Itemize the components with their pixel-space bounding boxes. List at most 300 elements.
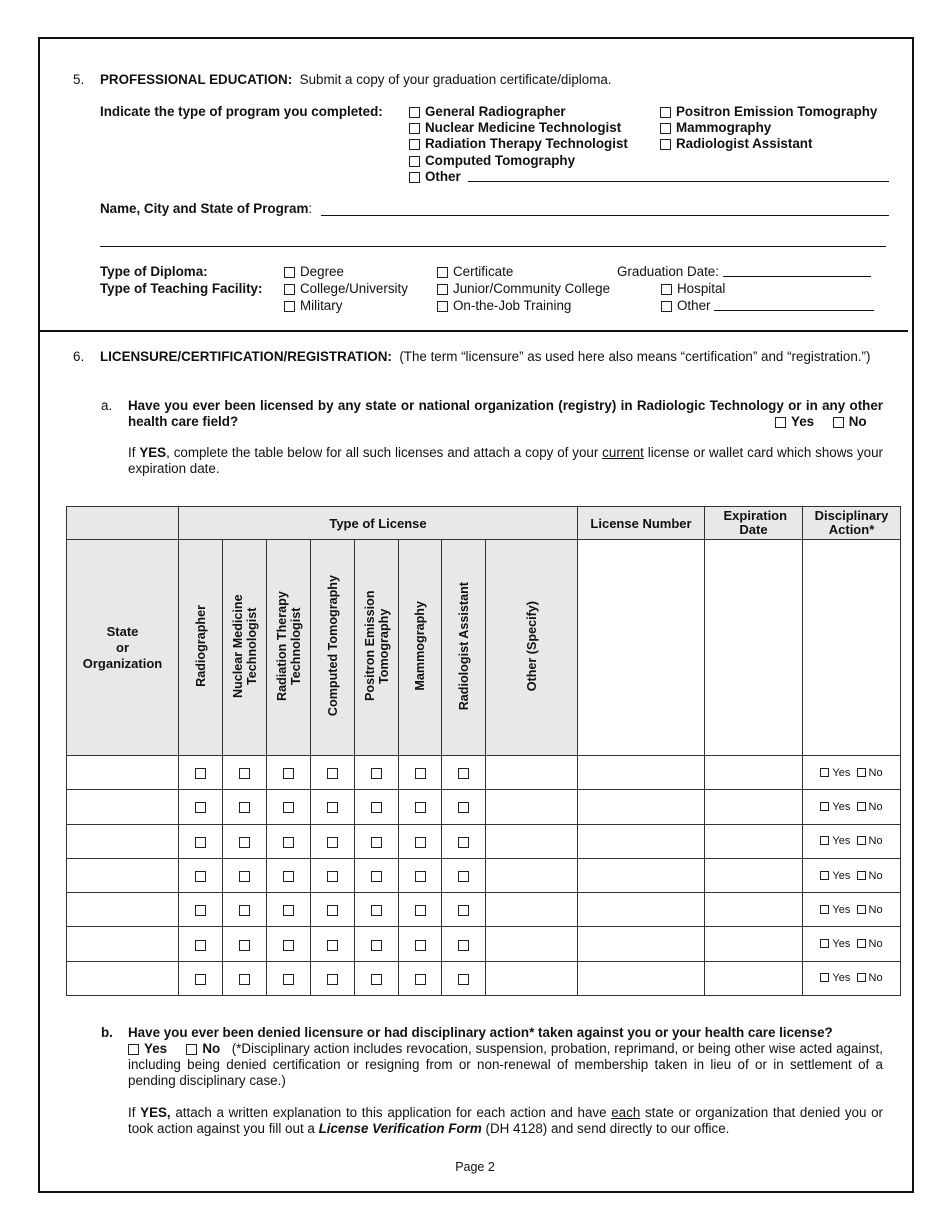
section6-title: LICENSURE/CERTIFICATION/REGISTRATION: — [100, 349, 392, 364]
license-type-cell — [442, 790, 486, 824]
checkbox-icon[interactable] — [409, 139, 420, 150]
license-type-cell — [267, 893, 311, 927]
checkbox-icon[interactable] — [409, 172, 420, 183]
program-name-field[interactable] — [321, 215, 889, 216]
header-state-org-text: State or Organization — [82, 623, 163, 671]
header-license-type — [267, 540, 311, 756]
checkbox-icon[interactable] — [415, 974, 426, 985]
qb-no-label: No — [202, 1041, 221, 1056]
program-list-col1 — [409, 104, 628, 185]
program-name-field-2[interactable] — [100, 246, 886, 247]
state-org-cell[interactable] — [67, 961, 179, 995]
checkbox-icon[interactable] — [371, 940, 382, 951]
checkbox-icon[interactable] — [458, 974, 469, 985]
license-type-cell — [267, 858, 311, 892]
qb-letter: b. — [101, 1025, 113, 1040]
license-type-label: Radiologist Assistant — [456, 581, 471, 711]
checkbox-icon[interactable] — [239, 940, 250, 951]
disciplinary-yes-checkbox[interactable] — [820, 802, 829, 811]
diploma-label: Type of Diploma: — [100, 264, 208, 279]
state-org-cell[interactable] — [67, 756, 179, 790]
table-row — [67, 756, 901, 790]
checkbox-icon[interactable] — [327, 974, 338, 985]
license-type-cell — [355, 927, 399, 961]
license-number-cell[interactable] — [578, 824, 705, 858]
checkbox-icon[interactable] — [327, 802, 338, 813]
license-type-cell — [267, 824, 311, 858]
checkbox-icon[interactable] — [409, 107, 420, 118]
checkbox-icon[interactable] — [415, 871, 426, 882]
program-name-label: Name, City and State of Program — [100, 201, 309, 216]
checkbox-icon[interactable] — [371, 905, 382, 916]
program-option[interactable] — [409, 153, 628, 169]
disciplinary-no-label: No — [868, 800, 883, 813]
state-org-cell[interactable] — [67, 790, 179, 824]
license-type-cell — [355, 790, 399, 824]
license-type-cell — [311, 961, 355, 995]
checkbox-icon[interactable] — [327, 905, 338, 916]
program-prompt: Indicate the type of program you completed: — [100, 104, 383, 119]
qb-yes-label: Yes — [144, 1041, 168, 1056]
text-span: , complete the table below for all such licenses and attach a copy of your — [166, 445, 603, 460]
page-number: Page 2 — [455, 1160, 495, 1174]
disciplinary-cell — [803, 824, 901, 858]
diploma-certificate[interactable] — [437, 264, 513, 280]
checkbox-icon[interactable] — [239, 768, 250, 779]
license-type-cell — [442, 756, 486, 790]
checkbox-icon[interactable] — [284, 301, 295, 312]
license-type-cell — [179, 824, 223, 858]
state-org-cell[interactable] — [67, 893, 179, 927]
program-option-label: Radiation Therapy Technologist — [425, 136, 628, 152]
license-type-cell — [179, 893, 223, 927]
disciplinary-cell — [803, 961, 901, 995]
license-type-cell — [223, 790, 267, 824]
checkbox-icon[interactable] — [660, 107, 671, 118]
program-option-label: Other — [425, 168, 461, 184]
checkbox-icon[interactable] — [458, 871, 469, 882]
disciplinary-yes-label: Yes — [832, 835, 851, 848]
header-expiration-text: Expiration Date — [723, 508, 788, 537]
checkbox-icon[interactable] — [195, 905, 206, 916]
license-number-cell[interactable] — [578, 790, 705, 824]
checkbox-icon[interactable] — [415, 768, 426, 779]
qa-yes-checkbox[interactable] — [775, 417, 786, 428]
license-number-cell[interactable] — [578, 961, 705, 995]
disciplinary-yes-label: Yes — [832, 766, 851, 779]
license-type-cell — [223, 858, 267, 892]
license-type-cell — [223, 824, 267, 858]
program-option-label: Radiologist Assistant — [676, 136, 813, 152]
section6-note: (The term “licensure” as used here also means “certification” and “registration.”) — [399, 349, 871, 364]
text-span: If — [128, 445, 140, 460]
checkbox-icon[interactable] — [437, 301, 448, 312]
disciplinary-yes-label: Yes — [832, 869, 851, 882]
license-type-cell — [399, 858, 442, 892]
table-row — [67, 858, 901, 892]
disciplinary-no-checkbox[interactable] — [857, 836, 866, 845]
disciplinary-yes-checkbox[interactable] — [820, 973, 829, 982]
text-span: attach a written explanation to this application for each action and have — [170, 1105, 612, 1120]
header-state-org — [67, 540, 179, 756]
license-type-label: Mammography — [413, 601, 427, 691]
checkbox-icon[interactable] — [239, 974, 250, 985]
qa-answer — [775, 414, 867, 430]
program-option[interactable] — [660, 104, 877, 120]
disciplinary-cell — [803, 927, 901, 961]
table-row — [67, 961, 901, 995]
checkbox-icon[interactable] — [239, 837, 250, 848]
option-label: Certificate — [453, 264, 514, 279]
license-type-cell — [223, 893, 267, 927]
section-divider — [40, 330, 908, 332]
license-number-cell[interactable] — [578, 858, 705, 892]
facility-other-field[interactable] — [714, 298, 874, 311]
license-type-cell — [399, 927, 442, 961]
qb-no-checkbox[interactable] — [186, 1044, 197, 1055]
program-option-label: Mammography — [676, 120, 772, 136]
graduation-date — [617, 264, 871, 280]
license-type-cell — [442, 961, 486, 995]
state-org-cell[interactable] — [67, 824, 179, 858]
program-option[interactable] — [660, 120, 877, 136]
program-option-label: General Radiographer — [425, 104, 566, 119]
program-option[interactable] — [409, 169, 628, 185]
disciplinary-yes-checkbox[interactable] — [820, 905, 829, 914]
disciplinary-no-checkbox[interactable] — [857, 939, 866, 948]
table-row — [67, 893, 901, 927]
license-verification-form-name: License Verification Form — [318, 1121, 482, 1136]
option-label: College/University — [300, 281, 408, 296]
text-span: state or organization that denied you or took action against you fill out a — [128, 1105, 884, 1136]
option-label: Degree — [300, 264, 344, 279]
expiration-date-cell[interactable] — [705, 858, 803, 892]
qb-answer-and-note — [128, 1041, 883, 1089]
program-option[interactable] — [409, 136, 628, 152]
text-bold: YES, — [140, 1105, 171, 1120]
program-option-label: Positron Emission Tomography — [676, 104, 878, 119]
license-type-cell — [267, 756, 311, 790]
text-underlined: current — [602, 445, 644, 460]
license-type-cell — [442, 858, 486, 892]
checkbox-icon[interactable] — [195, 940, 206, 951]
facility-college[interactable] — [284, 281, 408, 297]
qa-yes-label: Yes — [791, 414, 815, 429]
checkbox-icon[interactable] — [284, 284, 295, 295]
state-org-cell[interactable] — [67, 927, 179, 961]
license-type-cell — [267, 961, 311, 995]
license-type-cell — [223, 927, 267, 961]
checkbox-icon[interactable] — [371, 768, 382, 779]
header-type-of-license: Type of License — [179, 507, 578, 540]
program-name-colon: : — [308, 201, 313, 216]
facility-ojt[interactable] — [437, 298, 571, 314]
text-underlined: each — [611, 1105, 641, 1120]
facility-military[interactable] — [284, 298, 342, 314]
header-license-type — [179, 540, 223, 756]
checkbox-icon[interactable] — [327, 871, 338, 882]
program-option[interactable] — [660, 136, 877, 152]
license-type-cell — [223, 756, 267, 790]
license-type-label: Nuclear Medicine Technologist — [230, 594, 259, 698]
license-type-cell — [179, 927, 223, 961]
disciplinary-yes-label: Yes — [832, 903, 851, 916]
facility-junior[interactable] — [437, 281, 610, 297]
checkbox-icon[interactable] — [661, 301, 672, 312]
license-type-cell — [399, 790, 442, 824]
facility-other[interactable] — [661, 298, 874, 314]
option-label: Hospital — [677, 281, 726, 296]
disciplinary-cell — [803, 858, 901, 892]
option-label: Military — [300, 298, 343, 313]
license-type-cell — [311, 824, 355, 858]
license-type-cell — [355, 893, 399, 927]
program-option[interactable] — [409, 120, 628, 136]
facility-hospital[interactable] — [661, 281, 725, 297]
disciplinary-no-checkbox[interactable] — [857, 768, 866, 777]
license-type-label: Computed Tomography — [325, 575, 340, 717]
license-type-cell — [311, 756, 355, 790]
license-type-cell — [399, 893, 442, 927]
disciplinary-no-label: No — [868, 972, 883, 985]
header-blank-cell — [705, 540, 803, 756]
other-specify-cell[interactable] — [486, 961, 578, 995]
qa-text: Have you ever been licensed by any state or national organization (registry) in Radiologic Technology or in any other health care field? — [128, 398, 883, 429]
license-type-cell — [267, 927, 311, 961]
checkbox-icon[interactable] — [437, 284, 448, 295]
license-type-label: Radiation Therapy Technologist — [274, 591, 303, 701]
header-license-type — [311, 540, 355, 756]
license-type-cell — [179, 858, 223, 892]
license-type-cell — [399, 961, 442, 995]
table-subheader-row — [67, 540, 901, 756]
section5-number: 5. — [73, 72, 85, 87]
license-type-cell — [311, 927, 355, 961]
license-table — [66, 506, 901, 996]
disciplinary-cell — [803, 893, 901, 927]
if-yes-instructions — [128, 445, 883, 477]
other-specify-cell[interactable] — [486, 927, 578, 961]
graduation-label: Graduation Date: — [617, 264, 719, 279]
license-type-label: Other (Specify) — [524, 600, 539, 692]
checkbox-icon[interactable] — [195, 768, 206, 779]
license-type-cell — [399, 824, 442, 858]
header-blank-cell — [578, 540, 705, 756]
disciplinary-yes-label: Yes — [832, 972, 851, 985]
disciplinary-no-label: No — [868, 869, 883, 882]
license-type-cell — [355, 858, 399, 892]
disciplinary-no-label: No — [868, 938, 883, 951]
disciplinary-yes-label: Yes — [832, 938, 851, 951]
checkbox-icon[interactable] — [283, 768, 294, 779]
expiration-date-cell[interactable] — [705, 927, 803, 961]
checkbox-icon[interactable] — [327, 768, 338, 779]
disciplinary-no-label: No — [868, 766, 883, 779]
header-expiration-date — [705, 507, 803, 540]
checkbox-icon[interactable] — [283, 940, 294, 951]
checkbox-icon[interactable] — [437, 267, 448, 278]
checkbox-icon[interactable] — [283, 905, 294, 916]
license-number-cell[interactable] — [578, 927, 705, 961]
expiration-date-cell[interactable] — [705, 790, 803, 824]
section5-instruction: Submit a copy of your graduation certificate/diploma. — [299, 72, 612, 87]
license-type-cell — [179, 790, 223, 824]
license-type-cell — [399, 756, 442, 790]
table-row — [67, 927, 901, 961]
option-label: Junior/Community College — [453, 281, 611, 296]
license-type-cell — [311, 858, 355, 892]
disciplinary-no-checkbox[interactable] — [857, 973, 866, 982]
disciplinary-cell — [803, 790, 901, 824]
program-option-label: Computed Tomography — [425, 152, 576, 168]
header-license-number: License Number — [578, 507, 705, 540]
checkbox-icon[interactable] — [458, 768, 469, 779]
other-specify-cell[interactable] — [486, 893, 578, 927]
header-license-type — [355, 540, 399, 756]
checkbox-icon[interactable] — [371, 974, 382, 985]
license-type-label: Positron Emission Tomography — [362, 590, 391, 702]
checkbox-icon[interactable] — [409, 156, 420, 167]
other-specify-cell[interactable] — [486, 756, 578, 790]
disciplinary-yes-checkbox[interactable] — [820, 871, 829, 880]
expiration-date-cell[interactable] — [705, 893, 803, 927]
checkbox-icon[interactable] — [458, 837, 469, 848]
program-option[interactable] — [409, 104, 628, 120]
checkbox-icon[interactable] — [660, 123, 671, 134]
header-license-type — [399, 540, 442, 756]
checkbox-icon[interactable] — [458, 802, 469, 813]
checkbox-icon[interactable] — [283, 871, 294, 882]
checkbox-icon[interactable] — [415, 837, 426, 848]
checkbox-icon[interactable] — [371, 871, 382, 882]
license-type-cell — [223, 961, 267, 995]
checkbox-icon[interactable] — [661, 284, 672, 295]
checkbox-icon[interactable] — [283, 974, 294, 985]
expiration-date-cell[interactable] — [705, 756, 803, 790]
checkbox-icon[interactable] — [239, 871, 250, 882]
table-row — [67, 790, 901, 824]
program-other-line[interactable] — [468, 181, 889, 182]
qb-yes-checkbox[interactable] — [128, 1044, 139, 1055]
checkbox-icon[interactable] — [283, 802, 294, 813]
checkbox-icon[interactable] — [415, 802, 426, 813]
checkbox-icon[interactable] — [239, 802, 250, 813]
checkbox-icon[interactable] — [371, 837, 382, 848]
diploma-degree[interactable] — [284, 264, 344, 280]
table-header-row — [67, 507, 901, 540]
qa-letter: a. — [101, 398, 113, 413]
option-label: Other — [677, 298, 711, 313]
header-disciplinary-text: Disciplinary Action* — [814, 508, 889, 537]
license-type-cell — [355, 824, 399, 858]
section6-heading — [100, 349, 883, 365]
disciplinary-cell — [803, 756, 901, 790]
disciplinary-no-checkbox[interactable] — [857, 871, 866, 880]
license-number-cell[interactable] — [578, 893, 705, 927]
license-type-cell — [179, 961, 223, 995]
checkbox-icon[interactable] — [409, 123, 420, 134]
disciplinary-no-checkbox[interactable] — [857, 905, 866, 914]
checkbox-icon[interactable] — [195, 871, 206, 882]
qa-no-label: No — [848, 414, 867, 429]
checkbox-icon[interactable] — [195, 974, 206, 985]
header-blank — [67, 507, 179, 540]
program-option-label: Nuclear Medicine Technologist — [425, 120, 622, 136]
checkbox-icon[interactable] — [371, 802, 382, 813]
text-span: (DH 4128) and send directly to our office. — [481, 1121, 730, 1136]
text-bold: YES — [139, 445, 167, 460]
facility-label: Type of Teaching Facility: — [100, 281, 263, 296]
license-type-cell — [442, 893, 486, 927]
license-type-cell — [179, 756, 223, 790]
license-type-cell — [355, 961, 399, 995]
section5-heading — [100, 72, 612, 88]
option-label: On-the-Job Training — [453, 298, 572, 313]
license-type-cell — [442, 927, 486, 961]
state-org-cell[interactable] — [67, 858, 179, 892]
checkbox-icon[interactable] — [239, 905, 250, 916]
qb-text: Have you ever been denied licensure or had disciplinary action* taken against you or your health care license? — [128, 1025, 833, 1040]
qa-no-checkbox[interactable] — [833, 417, 844, 428]
text-span: license or wallet card which shows your expiration date. — [128, 445, 883, 476]
checkbox-icon[interactable] — [415, 940, 426, 951]
table-row — [67, 824, 901, 858]
disciplinary-no-label: No — [868, 835, 883, 848]
program-list-col2 — [660, 104, 877, 153]
checkbox-icon[interactable] — [283, 837, 294, 848]
license-type-cell — [311, 790, 355, 824]
license-type-label: Radiographer — [193, 605, 208, 687]
text-span: If — [128, 1105, 141, 1120]
license-type-cell — [311, 893, 355, 927]
license-number-cell[interactable] — [578, 756, 705, 790]
section5-title: PROFESSIONAL EDUCATION: — [100, 72, 293, 87]
other-specify-cell[interactable] — [486, 790, 578, 824]
checkbox-icon[interactable] — [195, 837, 206, 848]
other-specify-cell[interactable] — [486, 824, 578, 858]
header-disciplinary — [803, 507, 901, 540]
disciplinary-no-label: No — [868, 903, 883, 916]
disciplinary-no-checkbox[interactable] — [857, 802, 866, 811]
header-license-type — [486, 540, 578, 756]
qb-note: (*Disciplinary action includes revocation, suspension, probation, reprimand, or being other wise acted against, including being denied certification or resigning from or non-renewal of membership taken in lieu of or in settlement of a pending disciplinary case.) — [128, 1041, 883, 1088]
expiration-date-cell[interactable] — [705, 824, 803, 858]
graduation-date-field[interactable] — [723, 264, 871, 277]
checkbox-icon[interactable] — [327, 837, 338, 848]
checkbox-icon[interactable] — [660, 139, 671, 150]
checkbox-icon[interactable] — [458, 940, 469, 951]
license-type-cell — [267, 790, 311, 824]
disciplinary-yes-checkbox[interactable] — [820, 939, 829, 948]
header-license-type — [223, 540, 267, 756]
header-blank-cell — [803, 540, 901, 756]
checkbox-icon[interactable] — [415, 905, 426, 916]
checkbox-icon[interactable] — [284, 267, 295, 278]
disciplinary-yes-checkbox[interactable] — [820, 768, 829, 777]
license-type-cell — [355, 756, 399, 790]
checkbox-icon[interactable] — [458, 905, 469, 916]
header-license-type — [442, 540, 486, 756]
disciplinary-yes-checkbox[interactable] — [820, 836, 829, 845]
expiration-date-cell[interactable] — [705, 961, 803, 995]
if-yes-explanation — [128, 1105, 883, 1137]
checkbox-icon[interactable] — [195, 802, 206, 813]
checkbox-icon[interactable] — [327, 940, 338, 951]
section6-number: 6. — [73, 349, 85, 364]
disciplinary-yes-label: Yes — [832, 800, 851, 813]
other-specify-cell[interactable] — [486, 858, 578, 892]
table-body — [67, 756, 901, 996]
